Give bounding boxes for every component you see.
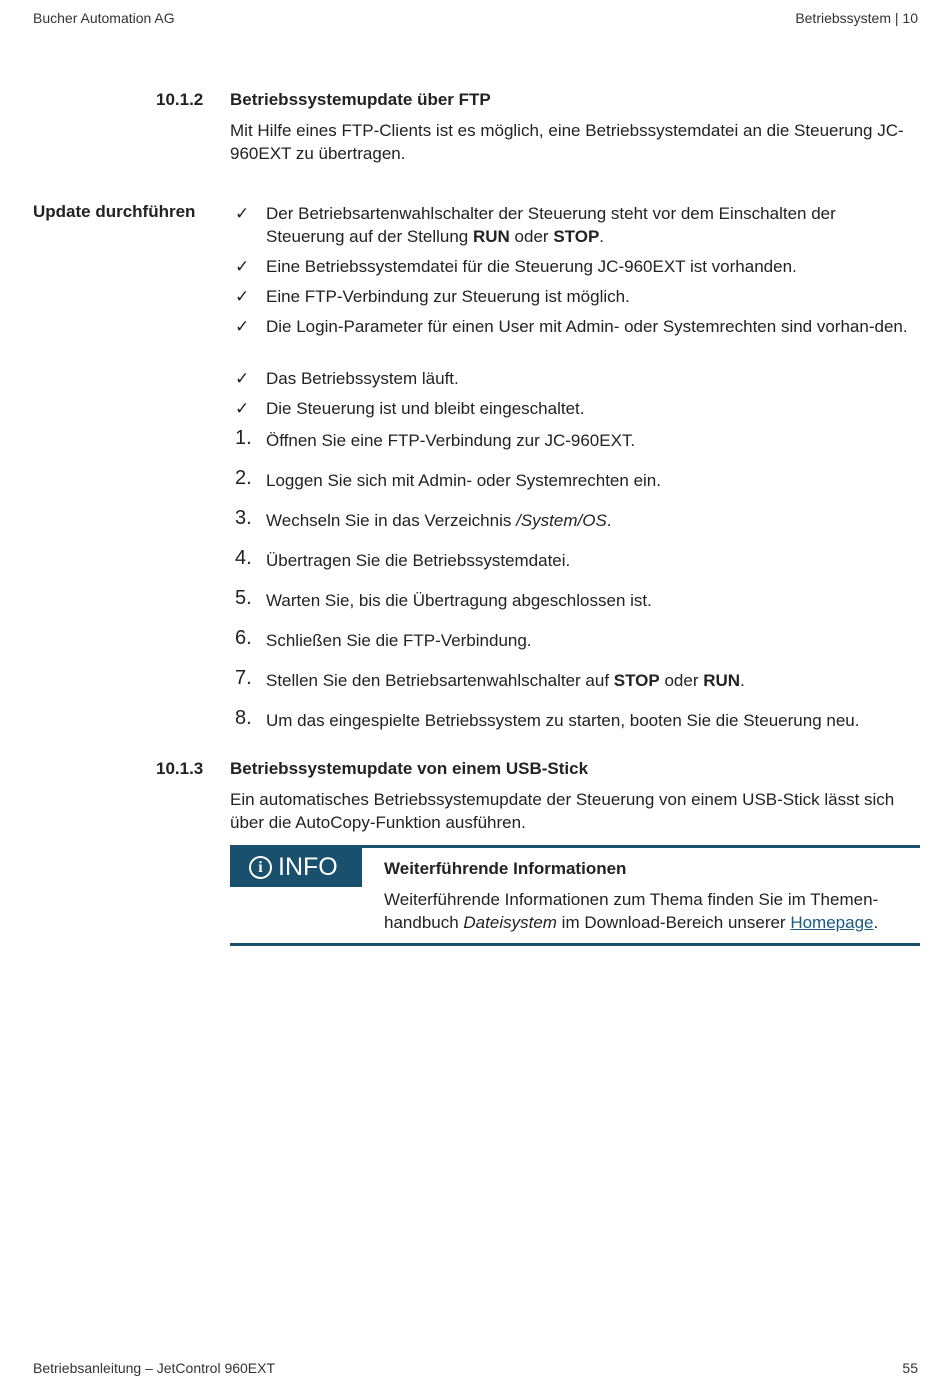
checkmark-icon: ✓ bbox=[235, 369, 250, 388]
checkmark-icon: ✓ bbox=[235, 204, 250, 223]
step-text: Wechseln Sie in das Verzeichnis /System/OS. bbox=[266, 511, 612, 530]
section-number: 10.1.2 bbox=[156, 90, 204, 109]
checkmark-icon: ✓ bbox=[235, 317, 250, 336]
info-box-bottom-rule bbox=[230, 943, 920, 946]
section-number: 10.1.3 bbox=[156, 759, 204, 778]
section-intro: Ein automatisches Betriebssystemupdate der Steuerung von einem USB-Stick lässt sich über die AutoCopy-Funktion ausführen. bbox=[230, 790, 895, 832]
footer-document-title: Betriebsanleitung – JetControl 960EXT bbox=[33, 1360, 276, 1376]
info-badge bbox=[230, 848, 362, 887]
info-icon: i bbox=[249, 856, 272, 879]
checkmark-icon: ✓ bbox=[235, 287, 250, 306]
step-text: Loggen Sie sich mit Admin- oder Systemrechten ein. bbox=[266, 471, 661, 490]
info-badge-label: INFO bbox=[278, 853, 338, 881]
step-number: 4. bbox=[235, 547, 252, 569]
step-text: Stellen Sie den Betriebsartenwahlschalter auf STOP oder RUN. bbox=[266, 671, 745, 690]
step-number: 6. bbox=[235, 627, 252, 649]
step-text: Öffnen Sie eine FTP-Verbindung zur JC-960EXT. bbox=[266, 431, 636, 450]
step-number: 8. bbox=[235, 707, 252, 729]
prerequisite-text: Der Betriebsartenwahlschalter der Steuerung steht vor dem Einschalten der Steuerung auf der Stellung RUN oder STOP. bbox=[266, 204, 836, 246]
step-text: Um das eingespielte Betriebssystem zu starten, booten Sie die Steuerung neu. bbox=[266, 711, 860, 730]
info-text: Weiterführende Informationen zum Thema finden Sie im Themen-handbuch Dateisystem im Download-Bereich unserer Homepage. bbox=[384, 890, 879, 932]
checkmark-icon: ✓ bbox=[235, 257, 250, 276]
homepage-link[interactable]: Homepage bbox=[790, 913, 874, 932]
section-title: Betriebssystemupdate von einem USB-Stick bbox=[230, 759, 589, 778]
prerequisite-text: Die Login-Parameter für einen User mit Admin- oder Systemrechten sind vorhan-den. bbox=[266, 317, 908, 336]
step-text: Schließen Sie die FTP-Verbindung. bbox=[266, 631, 532, 650]
step-number: 5. bbox=[235, 587, 252, 609]
checkmark-icon: ✓ bbox=[235, 399, 250, 418]
step-number: 7. bbox=[235, 667, 252, 689]
step-number: 1. bbox=[235, 427, 252, 449]
page-number: 55 bbox=[902, 1360, 918, 1376]
prerequisite-text: Das Betriebssystem läuft. bbox=[266, 369, 459, 388]
step-text: Warten Sie, bis die Übertragung abgeschlossen ist. bbox=[266, 591, 652, 610]
prerequisite-text: Eine FTP-Verbindung zur Steuerung ist möglich. bbox=[266, 287, 630, 306]
header-company: Bucher Automation AG bbox=[33, 10, 175, 26]
prerequisite-text: Die Steuerung ist und bleibt eingeschaltet. bbox=[266, 399, 585, 418]
procedure-label: Update durchführen bbox=[33, 202, 196, 221]
info-title: Weiterführende Informationen bbox=[384, 859, 627, 878]
section-title: Betriebssystemupdate über FTP bbox=[230, 90, 491, 109]
step-number: 3. bbox=[235, 507, 252, 529]
section-intro: Mit Hilfe eines FTP-Clients ist es möglich, eine Betriebssystemdatei an die Steuerung JC-960EXT zu übertragen. bbox=[230, 121, 904, 163]
step-number: 2. bbox=[235, 467, 252, 489]
header-chapter: Betriebssystem | 10 bbox=[795, 10, 918, 26]
step-text: Übertragen Sie die Betriebssystemdatei. bbox=[266, 551, 571, 570]
prerequisite-text: Eine Betriebssystemdatei für die Steuerung JC-960EXT ist vorhanden. bbox=[266, 257, 797, 276]
